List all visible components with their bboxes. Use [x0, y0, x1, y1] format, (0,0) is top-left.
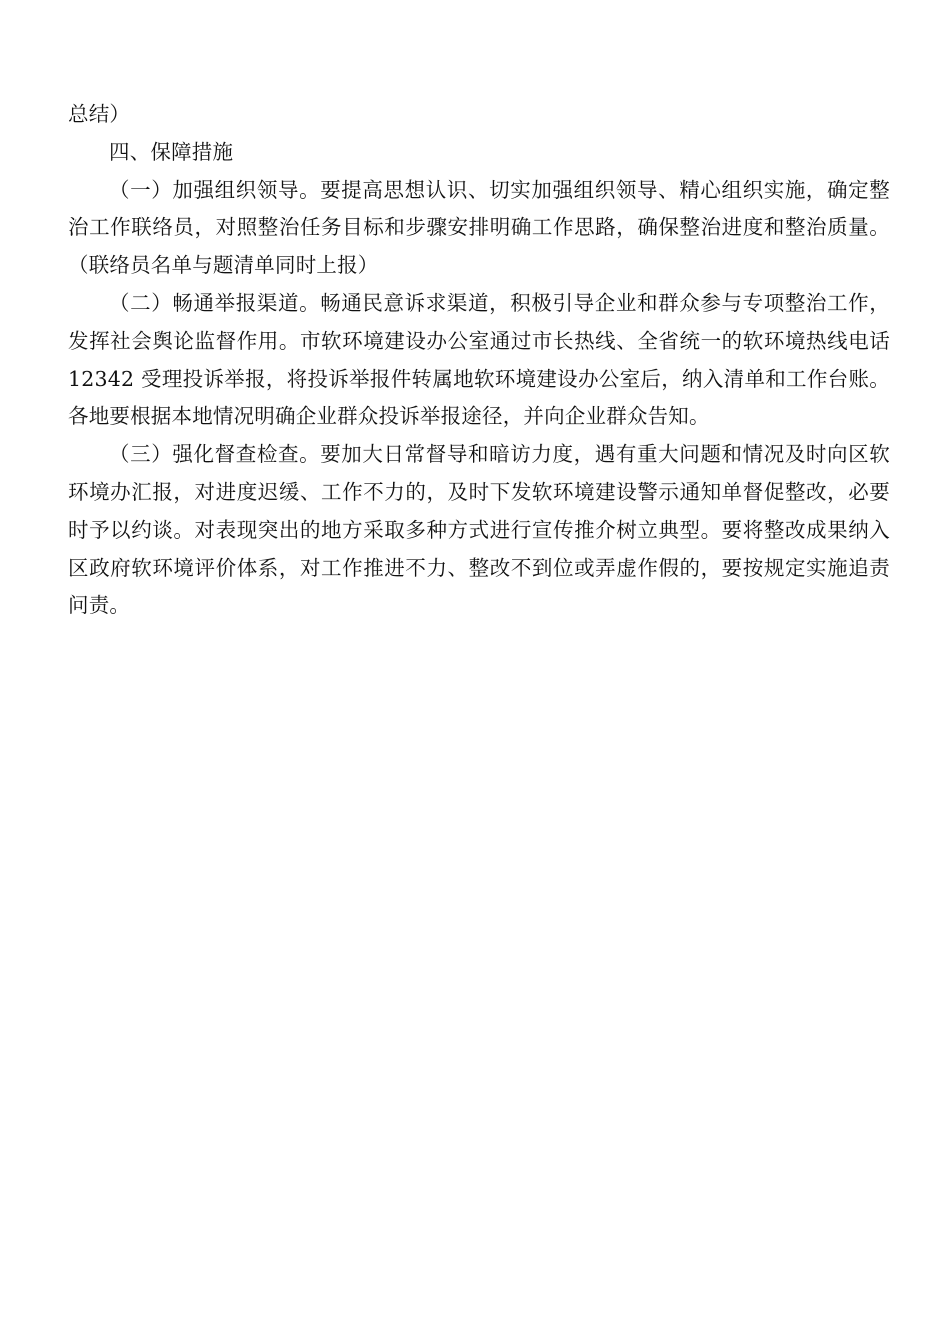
paragraph-organization-leadership: （一）加强组织领导。要提高思想认识、切实加强组织领导、精心组织实施，确定整治工作联络员，对照整治任务目标和步骤安排明确工作思路，确保整治进度和整治质量。（联络员名单与题清单同时上报）	[68, 177, 890, 278]
document-body	[68, 96, 890, 625]
paragraph-reporting-channels: （二）畅通举报渠道。畅通民意诉求渠道，积极引导企业和群众参与专项整治工作，发挥社会舆论监督作用。市软环境建设办公室通过市长热线、全省统一的软环境热线电话 12342 受理投诉举报，将投诉举报件转属地软环境建设办公室后，纳入清单和工作台账。各地要根据本地情况明确企业群众投诉举报途径，并向企业群众告知。	[68, 290, 890, 429]
section-heading: 四、保障措施	[109, 139, 234, 164]
continuation-text: 总结）	[68, 102, 131, 126]
paragraph-supervision-inspection: （三）强化督查检查。要加大日常督导和暗访力度，遇有重大问题和情况及时向区软环境办汇报，对进度迟缓、工作不力的，及时下发软环境建设警示通知单督促整改，必要时予以约谈。对表现突出的地方采取多种方式进行宣传推介树立典型。要将整改成果纳入区政府软环境评价体系，对工作推进不力、整改不到位或弄虚作假的，要按规定实施追责问责。	[68, 442, 890, 618]
